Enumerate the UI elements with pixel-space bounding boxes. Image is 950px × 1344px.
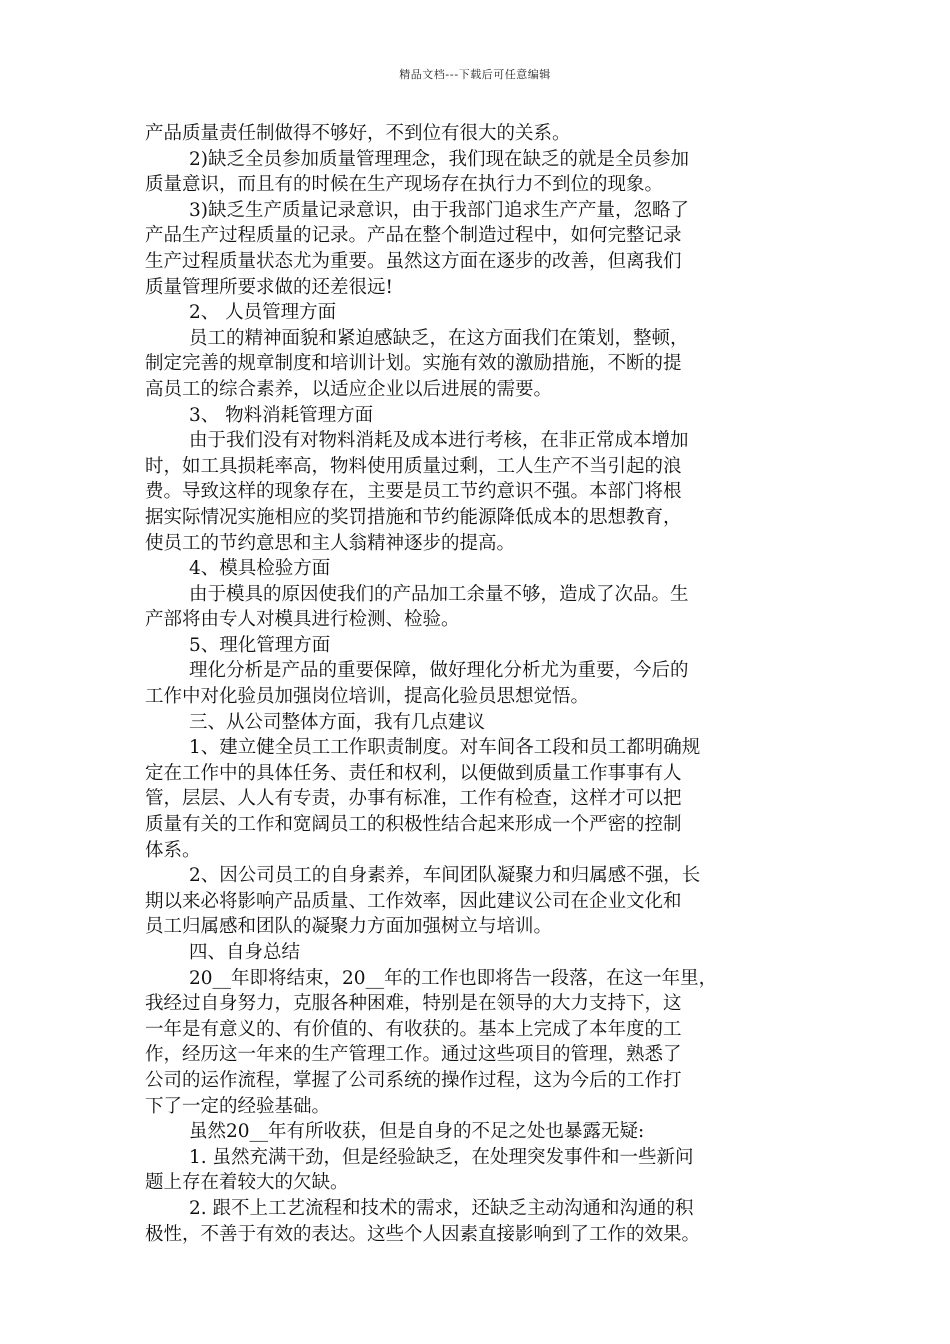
text-line: 由于模具的原因使我们的产品加工余量不够，造成了次品。生 — [189, 583, 689, 605]
text-line: 题上存在着较大的欠缺。 — [145, 1172, 349, 1194]
text-line: 20__年即将结束，20__年的工作也即将告一段落，在这一年里， — [189, 967, 718, 989]
text-line: 极性，不善于有效的表达。这些个人因素直接影响到了工作的效果。 — [145, 1223, 701, 1245]
text-line: 1. 虽然充满干劲，但是经验缺乏，在处理突发事件和一些新问 — [189, 1146, 694, 1168]
text-line: 三、从公司整体方面，我有几点建议 — [189, 711, 486, 733]
document-body — [145, 121, 815, 1247]
text-line: 作，经历这一年来的生产管理工作。通过这些项目的管理，熟悉了 — [145, 1044, 682, 1066]
text-line: 管，层层、人人有专责，办事有标准，工作有检查，这样才可以把 — [145, 788, 682, 810]
text-line: 工作中对化验员加强岗位培训，提高化验员思想觉悟。 — [145, 686, 590, 708]
text-line: 费。导致这样的现象存在，主要是员工节约意识不强。本部门将根 — [145, 481, 682, 503]
text-line: 质量管理所要求做的还差很远! — [145, 276, 393, 298]
text-line: 1、建立健全员工工作职责制度。对车间各工段和员工都明确规 — [189, 737, 701, 759]
text-line: 高员工的综合素养，以适应企业以后进展的需要。 — [145, 378, 553, 400]
text-line: 4、模具检验方面 — [189, 558, 331, 580]
text-line: 员工的精神面貌和紧迫感缺乏，在这方面我们在策划，整顿， — [189, 327, 689, 349]
text-line: 虽然20__年有所收获，但是自身的不足之处也暴露无疑: — [189, 1121, 645, 1143]
text-line: 员工归属感和团队的凝聚力方面加强树立与培训。 — [145, 916, 553, 938]
text-line: 质量有关的工作和宽阔员工的积极性结合起来形成一个严密的控制 — [145, 814, 682, 836]
text-line: 2、 人员管理方面 — [189, 302, 337, 324]
text-line: 时，如工具损耗率高，物料使用质量过剩，工人生产不当引起的浪 — [145, 455, 682, 477]
text-line: 由于我们没有对物料消耗及成本进行考核，在非正常成本增加 — [189, 430, 689, 452]
text-line: 产部将由专人对模具进行检测、检验。 — [145, 609, 460, 631]
page-header: 精品文档---下载后可任意编辑 — [399, 68, 551, 81]
text-line: 制定完善的规章制度和培训计划。实施有效的激励措施，不断的提 — [145, 353, 682, 375]
text-line: 理化分析是产品的重要保障，做好理化分析尤为重要，今后的 — [189, 660, 689, 682]
text-line: 下了一定的经验基础。 — [145, 1095, 331, 1117]
text-line: 定在工作中的具体任务、责任和权利，以便做到质量工作事事有人 — [145, 762, 682, 784]
text-line: 质量意识，而且有的时候在生产现场存在执行力不到位的现象。 — [145, 174, 664, 196]
text-line: 2、因公司员工的自身素养，车间团队凝聚力和归属感不强，长 — [189, 865, 701, 887]
text-line: 3、 物料消耗管理方面 — [189, 404, 374, 426]
text-line: 体系。 — [145, 839, 201, 861]
text-line: 产品生产过程质量的记录。产品在整个制造过程中，如何完整记录 — [145, 225, 682, 247]
text-line: 3)缺乏生产质量记录意识，由于我部门追求生产产量，忽略了 — [189, 199, 689, 221]
text-line: 5、理化管理方面 — [189, 634, 331, 656]
text-line: 据实际情况实施相应的奖罚措施和节约能源降低成本的思想教育， — [145, 506, 682, 528]
text-line: 2. 跟不上工艺流程和技术的需求，还缺乏主动沟通和沟通的积 — [189, 1197, 694, 1219]
text-line: 使员工的节约意思和主人翁精神逐步的提高。 — [145, 532, 516, 554]
text-line: 一年是有意义的、有价值的、有收获的。基本上完成了本年度的工 — [145, 1018, 682, 1040]
text-line: 2)缺乏全员参加质量管理理念，我们现在缺乏的就是全员参加 — [189, 148, 689, 170]
text-line: 我经过自身努力，克服各种困难，特别是在领导的大力支持下，这 — [145, 993, 682, 1015]
text-line: 四、自身总结 — [189, 942, 301, 963]
text-line: 期以来必将影响产品质量、工作效率，因此建议公司在企业文化和 — [145, 890, 682, 912]
text-line: 产品质量责任制做得不够好，不到位有很大的关系。 — [145, 123, 571, 144]
text-line: 公司的运作流程，掌握了公司系统的操作过程，这为今后的工作打 — [145, 1069, 682, 1091]
text-line: 生产过程质量状态尤为重要。虽然这方面在逐步的改善，但离我们 — [145, 250, 682, 272]
